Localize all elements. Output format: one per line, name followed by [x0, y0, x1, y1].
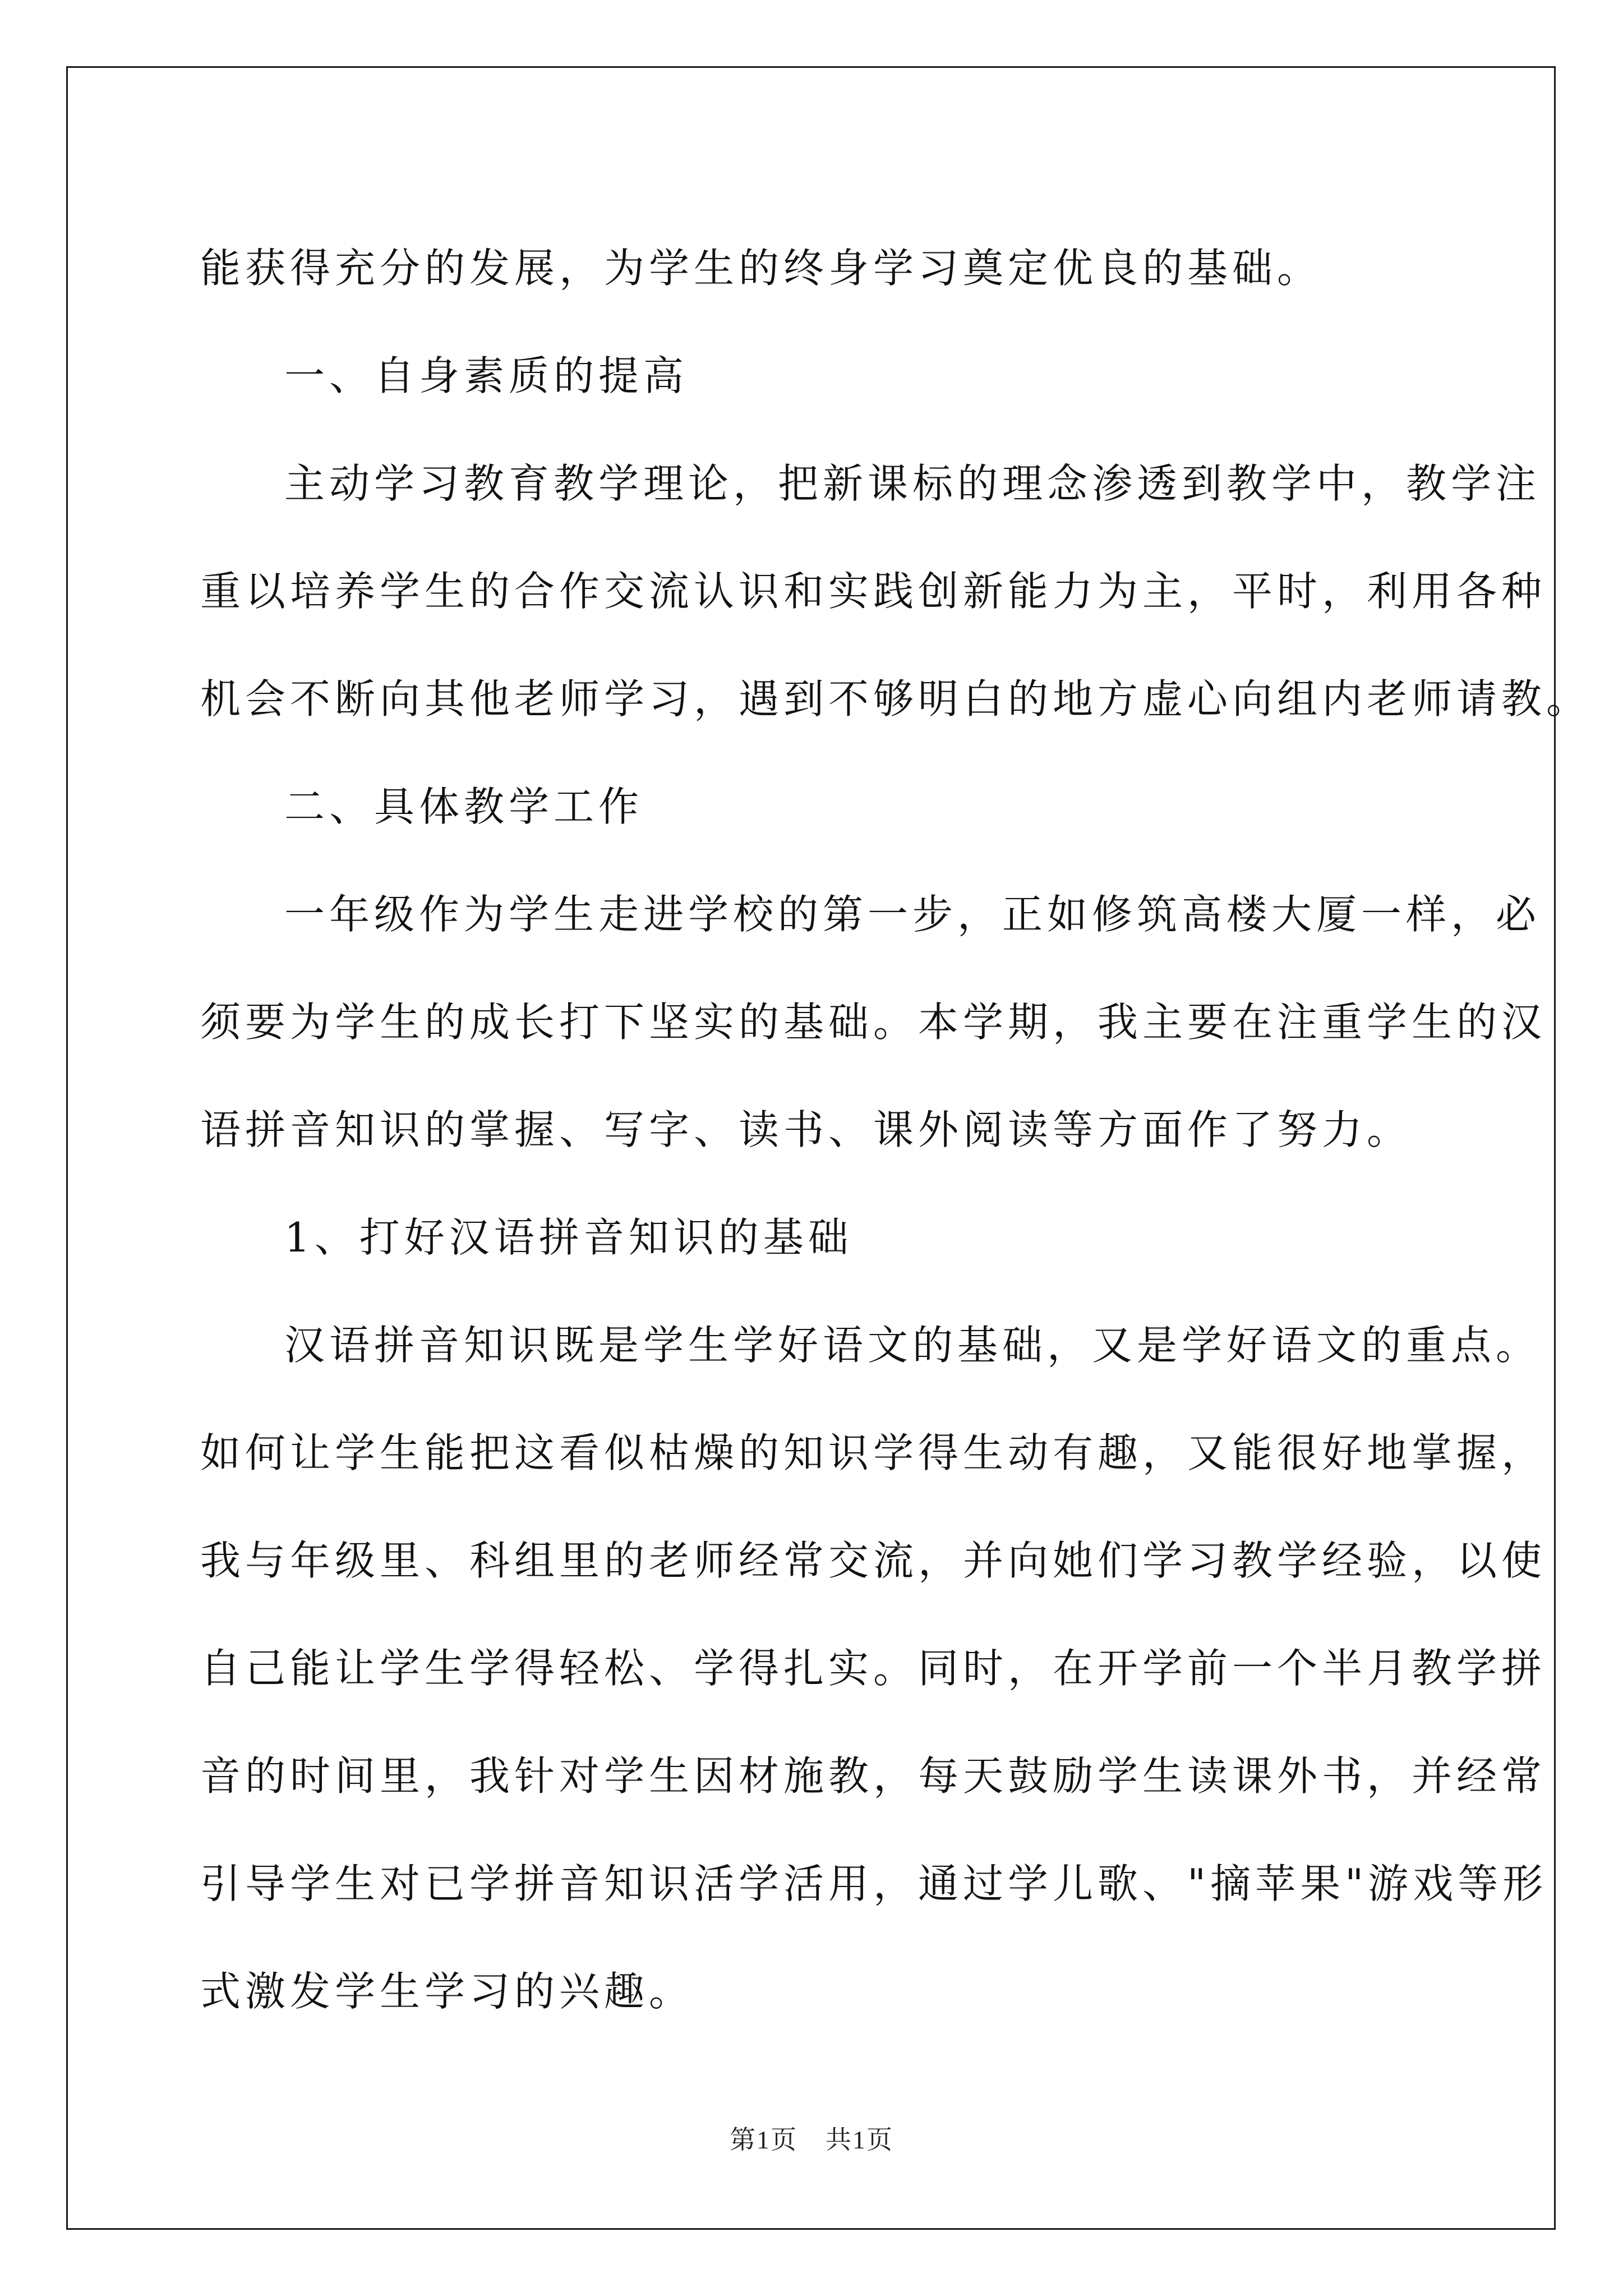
section-heading-1: 一、自身素质的提高 — [284, 352, 689, 399]
document-body — [200, 214, 1592, 2045]
page-number-current: 第1页 — [730, 2125, 797, 2154]
text-line-4: 重以培养学生的合作交流认识和实践创新能力为主，平时，利用各种 — [200, 568, 1547, 615]
page-number-total: 共1页 — [826, 2125, 893, 2154]
text-line-16: 引导学生对已学拼音知识活学活用，通过学儿歌、"摘苹果"游戏等形 — [200, 1860, 1548, 1907]
text-line-7: 一年级作为学生走进学校的第一步，正如修筑高楼大厦一样，必 — [284, 891, 1541, 938]
text-line-13: 我与年级里、科组里的老师经常交流，并向她们学习教学经验，以使 — [200, 1537, 1547, 1584]
text-line-17: 式激发学生学习的兴趣。 — [200, 1968, 694, 2015]
text-line-12: 如何让学生能把这看似枯燥的知识学得生动有趣，又能很好地掌握， — [200, 1429, 1547, 1476]
page-footer — [0, 2119, 1623, 2156]
text-line-1: 能获得充分的发展，为学生的终身学习奠定优良的基础。 — [200, 245, 1322, 292]
text-line-14: 自己能让学生学得轻松、学得扎实。同时，在开学前一个半月教学拼 — [200, 1645, 1547, 1692]
subsection-heading-1: 1、打好汉语拼音知识的基础 — [284, 1214, 853, 1261]
text-line-5: 机会不断向其他老师学习，遇到不够明白的地方虚心向组内老师请教。 — [200, 675, 1592, 723]
text-line-11: 汉语拼音知识既是学生学好语文的基础，又是学好语文的重点。 — [284, 1322, 1541, 1369]
text-line-15: 音的时间里，我针对学生因材施教，每天鼓励学生读课外书，并经常 — [200, 1752, 1547, 1800]
text-line-9: 语拼音知识的掌握、写字、读书、课外阅读等方面作了努力。 — [200, 1106, 1412, 1153]
text-line-8: 须要为学生的成长打下坚实的基础。本学期，我主要在注重学生的汉 — [200, 999, 1547, 1046]
text-line-3: 主动学习教育教学理论，把新课标的理念渗透到教学中，教学注 — [284, 460, 1541, 507]
section-heading-2: 二、具体教学工作 — [284, 783, 644, 830]
